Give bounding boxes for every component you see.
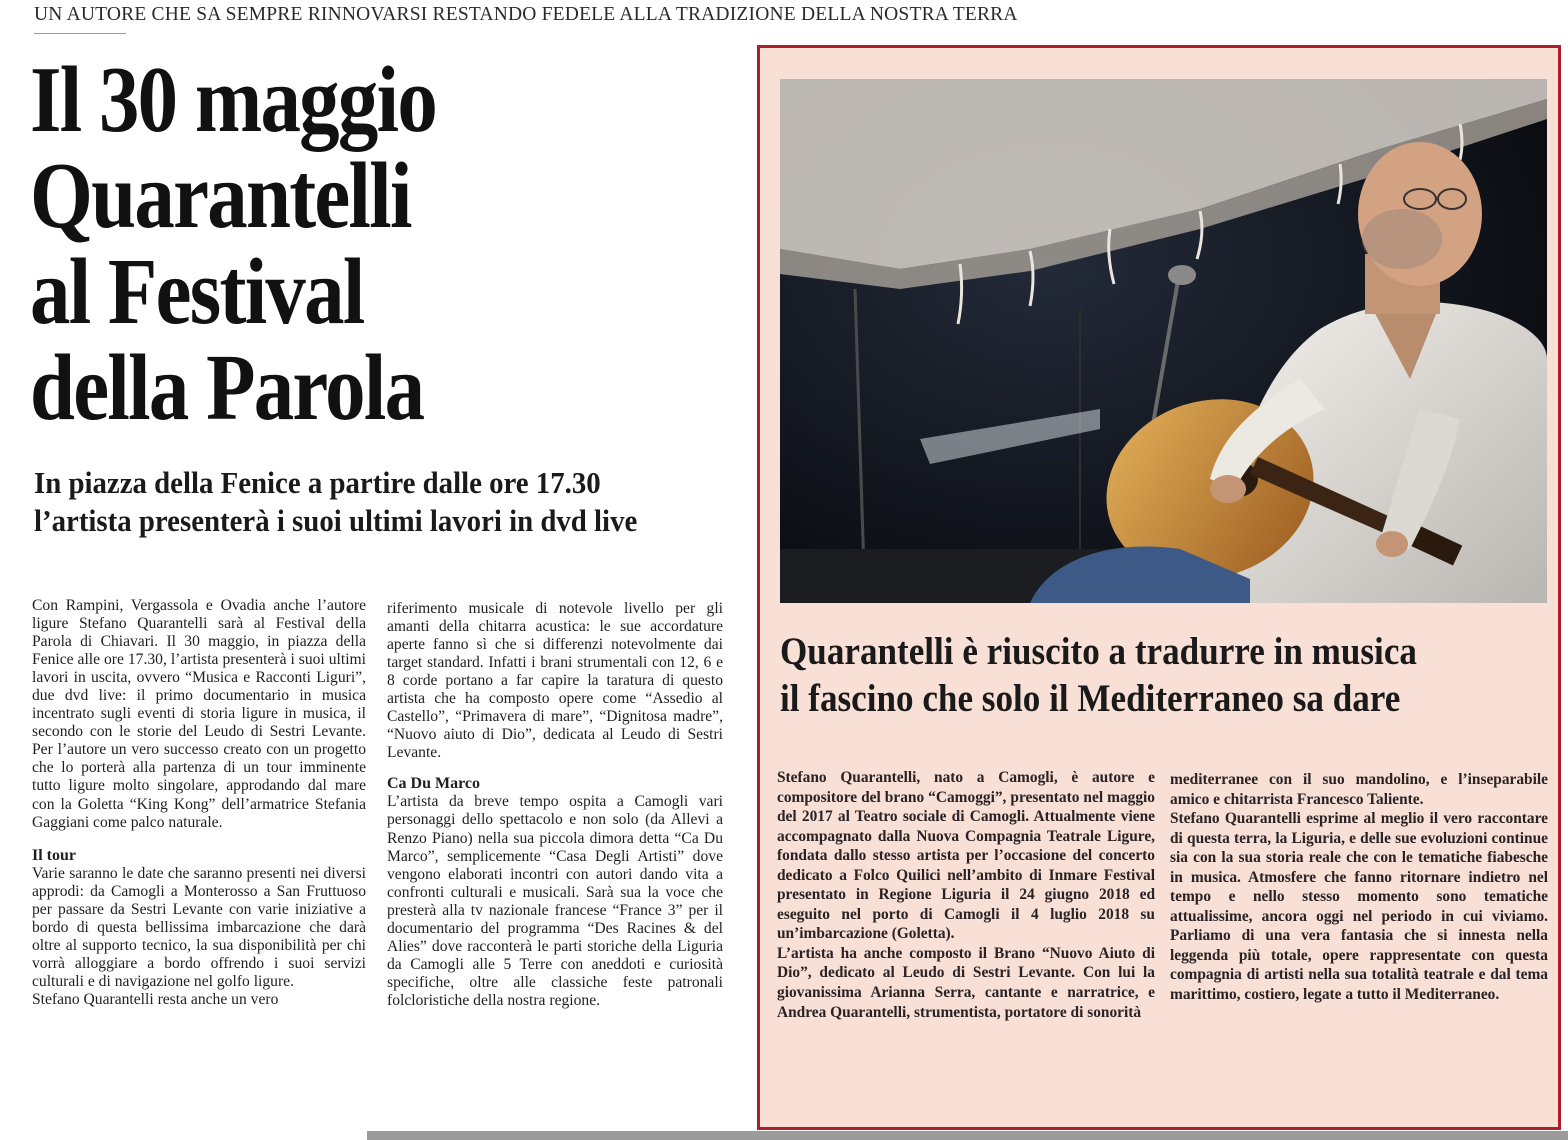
headline-line-1: Il 30 maggio: [30, 48, 437, 152]
pull-quote-line-2: il fascino che solo il Mediterraneo sa dare: [780, 677, 1401, 720]
guitarist-illustration: [780, 79, 1547, 603]
artist-photo: [780, 79, 1547, 603]
section-title-ca-du-marco: Ca Du Marco: [387, 775, 481, 793]
article-intro: Con Rampini, Vergassola e Ovadia anche l’autore ligure Stefano Quarantelli sarà al Festival della Parola di Chiavari. Il 30 maggio, in piazza della Fenice alle ore 17.30, l’artista presenterà i suoi ultimi lavori in uscita, ovvero “Musica e Racconti Liguri”, due dvd live: il primo documentario in musica incentrato sugli eventi di storia ligure in musica, il secondo con le storie del Leudo di Sestri Levante. Per l’autore un vero successo creato con un progetto che lo porterà alla partenza di un tour imminente tutto ligure molto singolare, approdando dal mare con la Goletta “King Kong” dell’armatrice Stefania Gaggiani come palco naturale.: [32, 597, 366, 831]
section-text-tour-end: Stefano Quarantelli resta anche un vero: [32, 990, 279, 1008]
bottom-rule: [367, 1131, 1568, 1140]
pull-quote-line-1: Quarantelli è riuscito a tradurre in musica: [780, 630, 1417, 673]
box-col2-paragraph-1: mediterranee con il suo mandolino, e l’inseparabile amico e chitarrista Francesco Taliente.: [1170, 771, 1548, 808]
subheadline-line-2: l’artista presenterà i suoi ultimi lavori in dvd live: [34, 503, 638, 538]
article-column-2: [387, 600, 723, 1010]
highlight-box: [757, 45, 1561, 1130]
subheadline-line-1: In piazza della Fenice a partire dalle ore 17.30: [34, 465, 601, 500]
headline: [30, 48, 750, 440]
article-col2-text: riferimento musicale di notevole livello per gli amanti della chitarra acustica: le sue accordature aperte fanno sì che si differenzi notevolmente dai target standard. Infatti i brani strumentali con 12, 6 e 8 corde portano a far capire la taratura di questo artista che ha composto opere come “Assedio al Castello”, “Primavera di mare”, “Dignitosa madre”, “Nuovo aiuto di Dio”, dedicata al Leudo di Sestri Levante.: [387, 600, 723, 762]
kicker-line: UN AUTORE CHE SA SEMPRE RINNOVARSI RESTANDO FEDELE ALLA TRADIZIONE DELLA NOSTRA TERRA: [34, 4, 1018, 25]
section-text-ca-du-marco: L’artista da breve tempo ospita a Camogli vari personaggi dello spettacolo e non solo (da Allevi a Renzo Piano) nella sua piccola dimora detta “Ca Du Marco”, semplicemente “Casa Degli Artisti” dove vengono elaborati incontri con autori dando vita a confronti culturali e musicali. Sarà sua la voce che presterà alla tv nazionale francese “France 3” per il documentario del programma “Des Racines & del Alies” dove racconterà le parti storiche della Liguria da Camogli alle 5 Terre con aneddoti e curiosità specifiche, oltre alle classiche feste patronali folcloristiche della nostra regione.: [387, 793, 723, 1009]
pull-quote: [780, 628, 1550, 722]
box-column-2: [1170, 770, 1548, 1005]
headline-line-3: al Festival: [30, 240, 364, 344]
kicker-rule: [34, 33, 126, 34]
section-title-tour: Il tour: [32, 846, 76, 864]
box-col1-paragraph-2: L’artista ha anche composto il Brano “Nuovo Aiuto di Dio”, dedicato al Leudo di Sestri Levante. Con lui la giovanissima Arianna Serra, cantante e narratrice, e Andrea Quarantelli, strumentista, portatore di sonorità: [777, 944, 1155, 1021]
box-column-1: [777, 768, 1155, 1022]
section-text-tour: Varie saranno le date che saranno presenti nei diversi approdi: da Camogli a Monterosso a San Fruttuoso per passare da Sestri Levante con varie iniziative a bordo di questa bellissima imbarcazione che darà oltre al supporto tecnico, la sua disponibilità per chi vorrà alloggiare a bordo offrendo i suoi servizi culturali e di navigazione nel golfo ligure.: [32, 864, 366, 990]
subheadline: [34, 464, 754, 540]
headline-line-4: della Parola: [30, 336, 424, 440]
headline-line-2: Quarantelli: [30, 144, 411, 248]
article-column-1: [32, 597, 366, 1009]
box-col1-paragraph-1: Stefano Quarantelli, nato a Camogli, è autore e compositore del brano “Camoggi”, presentato nel maggio del 2017 al Teatro sociale di Camogli. Attualmente viene accompagnato dalla Nuova Compagnia Teatrale Ligure, fondata dallo stesso artista per l’occasione del concerto dedicato a Folco Quilici nell’ambito di Inmare Festival presentato in Regione Liguria il 24 giugno 2018 ed eseguito nel porto di Camogli il 4 luglio 2018 su un’imbarcazione (Goletta).: [777, 769, 1155, 943]
box-col2-paragraph-2: Stefano Quarantelli esprime al meglio il vero raccontare di questa terra, la Liguria, e delle sue evoluzioni continue sia con la sua storia reale che con le tematiche fiabesche in musica. Atmosfere che fanno ritornare indietro nel tempo e nello stesso momento sono tematiche attualissime, ancora oggi nel periodo in cui viviamo. Parliamo di una vera fantasia che si innesta nella leggenda più totale, opere rappresentate con questa compagnia di artisti nella sua totalità teatrale e dal tema marittimo, costiero, legate a tutto il Mediterraneo.: [1170, 810, 1548, 1004]
